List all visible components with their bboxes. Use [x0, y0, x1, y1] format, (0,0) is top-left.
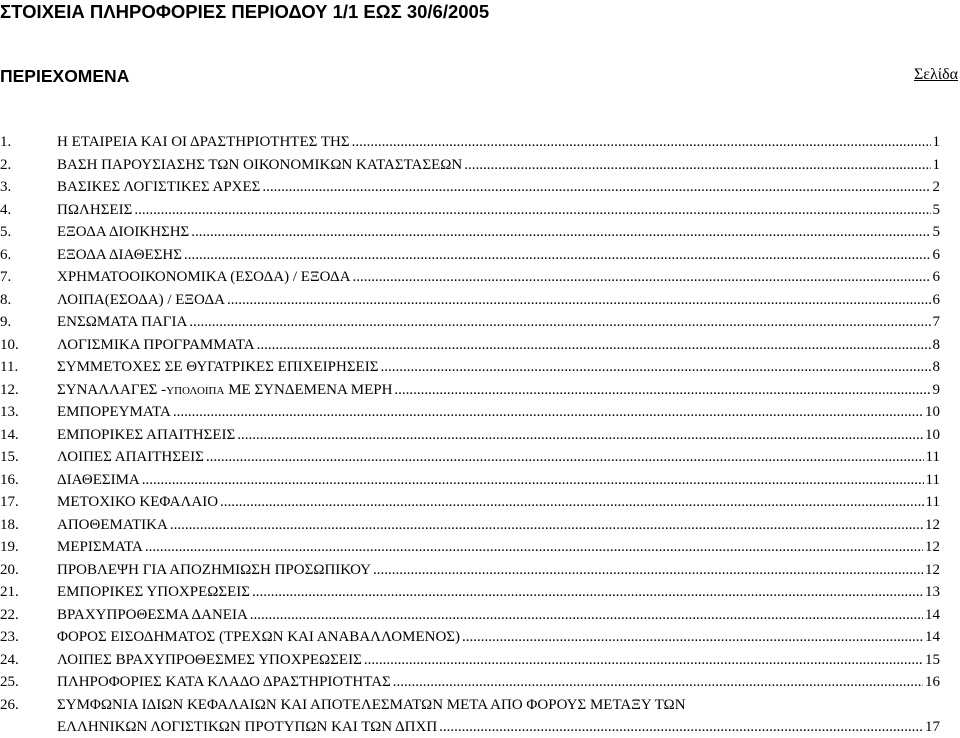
entry-number: 1.: [0, 134, 12, 150]
entry-page: 10: [925, 404, 940, 420]
dot-leader: [394, 379, 930, 402]
entry-number: 23.: [0, 629, 19, 645]
entry-page: 6: [932, 269, 940, 285]
entry-page: 1: [932, 134, 940, 150]
table-of-contents: [0, 131, 940, 738]
toc-entry[interactable]: [0, 604, 940, 627]
entry-page: 15: [925, 651, 940, 668]
dot-leader: [439, 716, 923, 738]
entry-title-part: ΜΕ ΣΥΝΔΕΜΕΝΑ ΜΕΡΗ: [224, 381, 393, 398]
entry-title: ΕΞΟΔΑ ΔΙΟΙΚΗΣΗΣ: [57, 224, 190, 240]
toc-entry[interactable]: [0, 491, 940, 514]
entry-title: ΛΟΓΙΣΜΙΚΑ ΠΡΟΓΡΑΜΜΑΤΑ: [57, 336, 255, 353]
entry-title-small-part: ΥΠΟΛΟΙΠΑ: [166, 384, 225, 397]
entry-page: 2: [932, 179, 940, 195]
entry-number: 15.: [0, 449, 19, 465]
toc-entry[interactable]: [0, 131, 940, 154]
entry-page: 17: [925, 718, 940, 735]
entry-title: ΜΕΡΙΣΜΑΤΑ: [57, 539, 143, 555]
entry-number: 17.: [0, 494, 19, 510]
entry-page: 10: [925, 426, 940, 443]
entry-title: ΠΡΟΒΛΕΨΗ ΓΙΑ ΑΠΟΖΗΜΙΩΣΗ ΠΡΟΣΩΠΙΚΟΥ: [57, 561, 372, 578]
toc-entry[interactable]: [0, 221, 940, 244]
entry-page: 12: [925, 539, 940, 555]
dot-leader: [184, 244, 931, 267]
entry-title: ΕΞΟΔΑ ΔΙΑΘΕΣΗΣ: [57, 246, 182, 263]
entry-title: ΒΡΑΧΥΠΡΟΘΕΣΜΑ ΔΑΝΕΙΑ: [57, 606, 248, 623]
entry-title: ΠΛΗΡΟΦΟΡΙΕΣ ΚΑΤΑ ΚΛΑΔΟ ΔΡΑΣΤΗΡΙΟΤΗΤΑΣ: [57, 674, 391, 690]
entry-number: 4.: [0, 201, 12, 218]
entry-page: 14: [925, 629, 940, 645]
dot-leader: [173, 401, 923, 424]
entry-title: ΕΜΠΟΡΙΚΕΣ ΥΠΟΧΡΕΩΣΕΙΣ: [57, 584, 251, 600]
entry-page: 6: [932, 246, 940, 263]
dot-leader: [170, 514, 923, 537]
entry-page: 8: [932, 336, 940, 353]
entry-page: 7: [932, 314, 940, 330]
toc-entry[interactable]: [0, 469, 940, 492]
entry-title: ΔΙΑΘΕΣΙΜΑ: [57, 471, 140, 488]
entry-title: ΦΟΡΟΣ ΕΙΣΟΔΗΜΑΤΟΣ (ΤΡΕΧΩΝ ΚΑΙ ΑΝΑΒΑΛΛΟΜΕΝΟΣ): [57, 629, 461, 645]
entry-title: ΣΥΜΜΕΤΟΧΕΣ ΣΕ ΘΥΓΑΤΡΙΚΕΣ ΕΠΙΧΕΙΡΗΣΕΙΣ: [57, 359, 379, 375]
entry-number: 20.: [0, 561, 19, 578]
entry-page: 8: [932, 359, 940, 375]
entry-page: 11: [925, 494, 940, 510]
dot-leader: [364, 649, 923, 672]
entry-number: 3.: [0, 179, 12, 195]
entry-page: 16: [925, 674, 940, 690]
entry-page: 5: [932, 201, 940, 218]
toc-entry[interactable]: [0, 244, 940, 267]
toc-entry[interactable]: [0, 581, 940, 604]
entry-title-line-1: ΣΥΜΦΩΝΙΑ ΙΔΙΩΝ ΚΕΦΑΛΑΙΩΝ ΚΑΙ ΑΠΟΤΕΛΕΣΜΑΤΩΝ ΜΕΤΑ ΑΠΟ ΦΟΡΟΥΣ ΜΕΤΑΞΥ ΤΩΝ: [57, 696, 686, 713]
entry-number: 13.: [0, 404, 19, 420]
entry-page: 12: [925, 561, 940, 578]
toc-entry[interactable]: [0, 199, 940, 222]
dot-leader: [373, 559, 923, 582]
entry-title: ΜΕΤΟΧΙΚΟ ΚΕΦΑΛΑΙΟ: [57, 494, 219, 510]
toc-entry[interactable]: [0, 514, 940, 537]
toc-entry[interactable]: [0, 536, 940, 559]
dot-leader: [257, 334, 931, 357]
entry-number: 24.: [0, 651, 19, 668]
dot-leader: [250, 604, 923, 627]
toc-entry[interactable]: [0, 266, 940, 289]
entry-title: ΕΜΠΟΡΕΥΜΑΤΑ: [57, 404, 171, 420]
entry-title-line-2: ΕΛΛΗΝΙΚΩΝ ΛΟΓΙΣΤΙΚΩΝ ΠΡΟΤΥΠΩΝ ΚΑΙ ΤΩΝ ΔΠΧΠ: [57, 718, 438, 735]
entry-number: 11.: [0, 359, 19, 375]
entry-page: 5: [932, 224, 940, 240]
entry-number: 25.: [0, 674, 19, 690]
page-title: ΣΤΟΙΧΕΙΑ ΠΛΗΡΟΦΟΡΙΕΣ ΠΕΡΙΟΔΟΥ 1/1 ΕΩΣ 30/6/2005: [0, 1, 490, 22]
entry-number: 18.: [0, 516, 19, 533]
entry-number: 21.: [0, 584, 19, 600]
entry-title: ΧΡΗΜΑΤΟΟΙΚΟΝΟΜΙΚΑ (ΕΣΟΔΑ) / ΕΞΟΔΑ: [57, 269, 351, 285]
entry-title: ΛΟΙΠΕΣ ΒΡΑΧΥΠΡΟΘΕΣΜΕΣ ΥΠΟΧΡΕΩΣΕΙΣ: [57, 651, 362, 668]
entry-title: ΕΜΠΟΡΙΚΕΣ ΑΠΑΙΤΗΣΕΙΣ: [57, 426, 236, 443]
entry-number: 2.: [0, 156, 12, 173]
dot-leader: [220, 491, 924, 514]
toc-entry[interactable]: [0, 694, 940, 716]
entry-title-part: ΣΥΝΑΛΛΑΓΕΣ -: [57, 381, 167, 398]
entry-page: 14: [925, 606, 940, 623]
entry-title: ΒΑΣΗ ΠΑΡΟΥΣΙΑΣΗΣ ΤΩΝ ΟΙΚΟΝΟΜΙΚΩΝ ΚΑΤΑΣΤΑΣΕΩΝ: [57, 156, 463, 173]
dot-leader: [464, 154, 930, 177]
entry-page: 13: [925, 584, 940, 600]
entry-page: 11: [925, 471, 940, 488]
entry-title: ΕΝΣΩΜΑΤΑ ΠΑΓΙΑ: [57, 314, 188, 330]
toc-entry[interactable]: [0, 356, 940, 379]
dot-leader: [252, 581, 923, 604]
entry-number: 16.: [0, 471, 19, 488]
entry-number: 22.: [0, 606, 19, 623]
entry-number: 19.: [0, 539, 19, 555]
entry-number: 9.: [0, 314, 12, 330]
dot-leader: [206, 446, 924, 469]
contents-heading: ΠΕΡΙΕΧΟΜΕΝΑ: [0, 66, 130, 86]
toc-entry[interactable]: [0, 289, 940, 312]
entry-title: ΛΟΙΠΕΣ ΑΠΑΙΤΗΣΕΙΣ: [57, 449, 204, 465]
dot-leader: [134, 199, 930, 222]
entry-title: Η ΕΤΑΙΡΕΙΑ ΚΑΙ ΟΙ ΔΡΑΣΤΗΡΙΟΤΗΤΕΣ ΤΗΣ: [57, 134, 350, 150]
dot-leader: [462, 626, 923, 649]
dot-leader: [380, 356, 930, 379]
toc-entry[interactable]: [0, 626, 940, 649]
toc-entry[interactable]: [0, 401, 940, 424]
toc-entry[interactable]: [0, 154, 940, 177]
entry-page: 9: [932, 381, 940, 398]
dot-leader: [191, 221, 930, 244]
toc-entry[interactable]: [0, 559, 940, 582]
entry-number: 26.: [0, 696, 19, 713]
dot-leader: [262, 176, 930, 199]
dot-leader: [352, 131, 931, 154]
dot-leader: [142, 469, 924, 492]
entry-number: 10.: [0, 336, 19, 353]
toc-entry[interactable]: [0, 334, 940, 357]
dot-leader: [145, 536, 923, 559]
toc-entry[interactable]: [0, 671, 940, 694]
dot-leader: [227, 289, 931, 312]
page-column-heading: Σελίδα: [913, 66, 958, 83]
entry-page: 12: [925, 516, 940, 533]
dot-leader: [393, 671, 923, 694]
entry-title: ΛΟΙΠΑ(ΕΣΟΔΑ) / ΕΞΟΔΑ: [57, 291, 225, 308]
entry-number: 8.: [0, 291, 12, 308]
entry-number: 7.: [0, 269, 12, 285]
toc-entry[interactable]: [0, 311, 940, 334]
entry-page: 1: [932, 156, 940, 173]
entry-title: ΒΑΣΙΚΕΣ ΛΟΓΙΣΤΙΚΕΣ ΑΡΧΕΣ: [57, 179, 261, 195]
entry-number: 6.: [0, 246, 12, 263]
entry-page: 11: [925, 449, 940, 465]
dot-leader: [189, 311, 930, 334]
entry-page: 6: [932, 291, 940, 308]
entry-number: 5.: [0, 224, 12, 240]
toc-entry[interactable]: [0, 649, 940, 672]
entry-number: 12.: [0, 381, 19, 398]
toc-entry-continuation[interactable]: [0, 716, 940, 738]
dot-leader: [353, 266, 931, 289]
toc-entry[interactable]: [0, 446, 940, 469]
entry-title: ΠΩΛΗΣΕΙΣ: [57, 201, 133, 218]
toc-entry[interactable]: [0, 176, 940, 199]
toc-entry[interactable]: [0, 424, 940, 447]
entry-number: 14.: [0, 426, 19, 443]
toc-entry[interactable]: [0, 379, 940, 402]
entry-title: ΑΠΟΘΕΜΑΤΙΚΑ: [57, 516, 168, 533]
dot-leader: [237, 424, 923, 447]
entry-title: [57, 379, 392, 403]
